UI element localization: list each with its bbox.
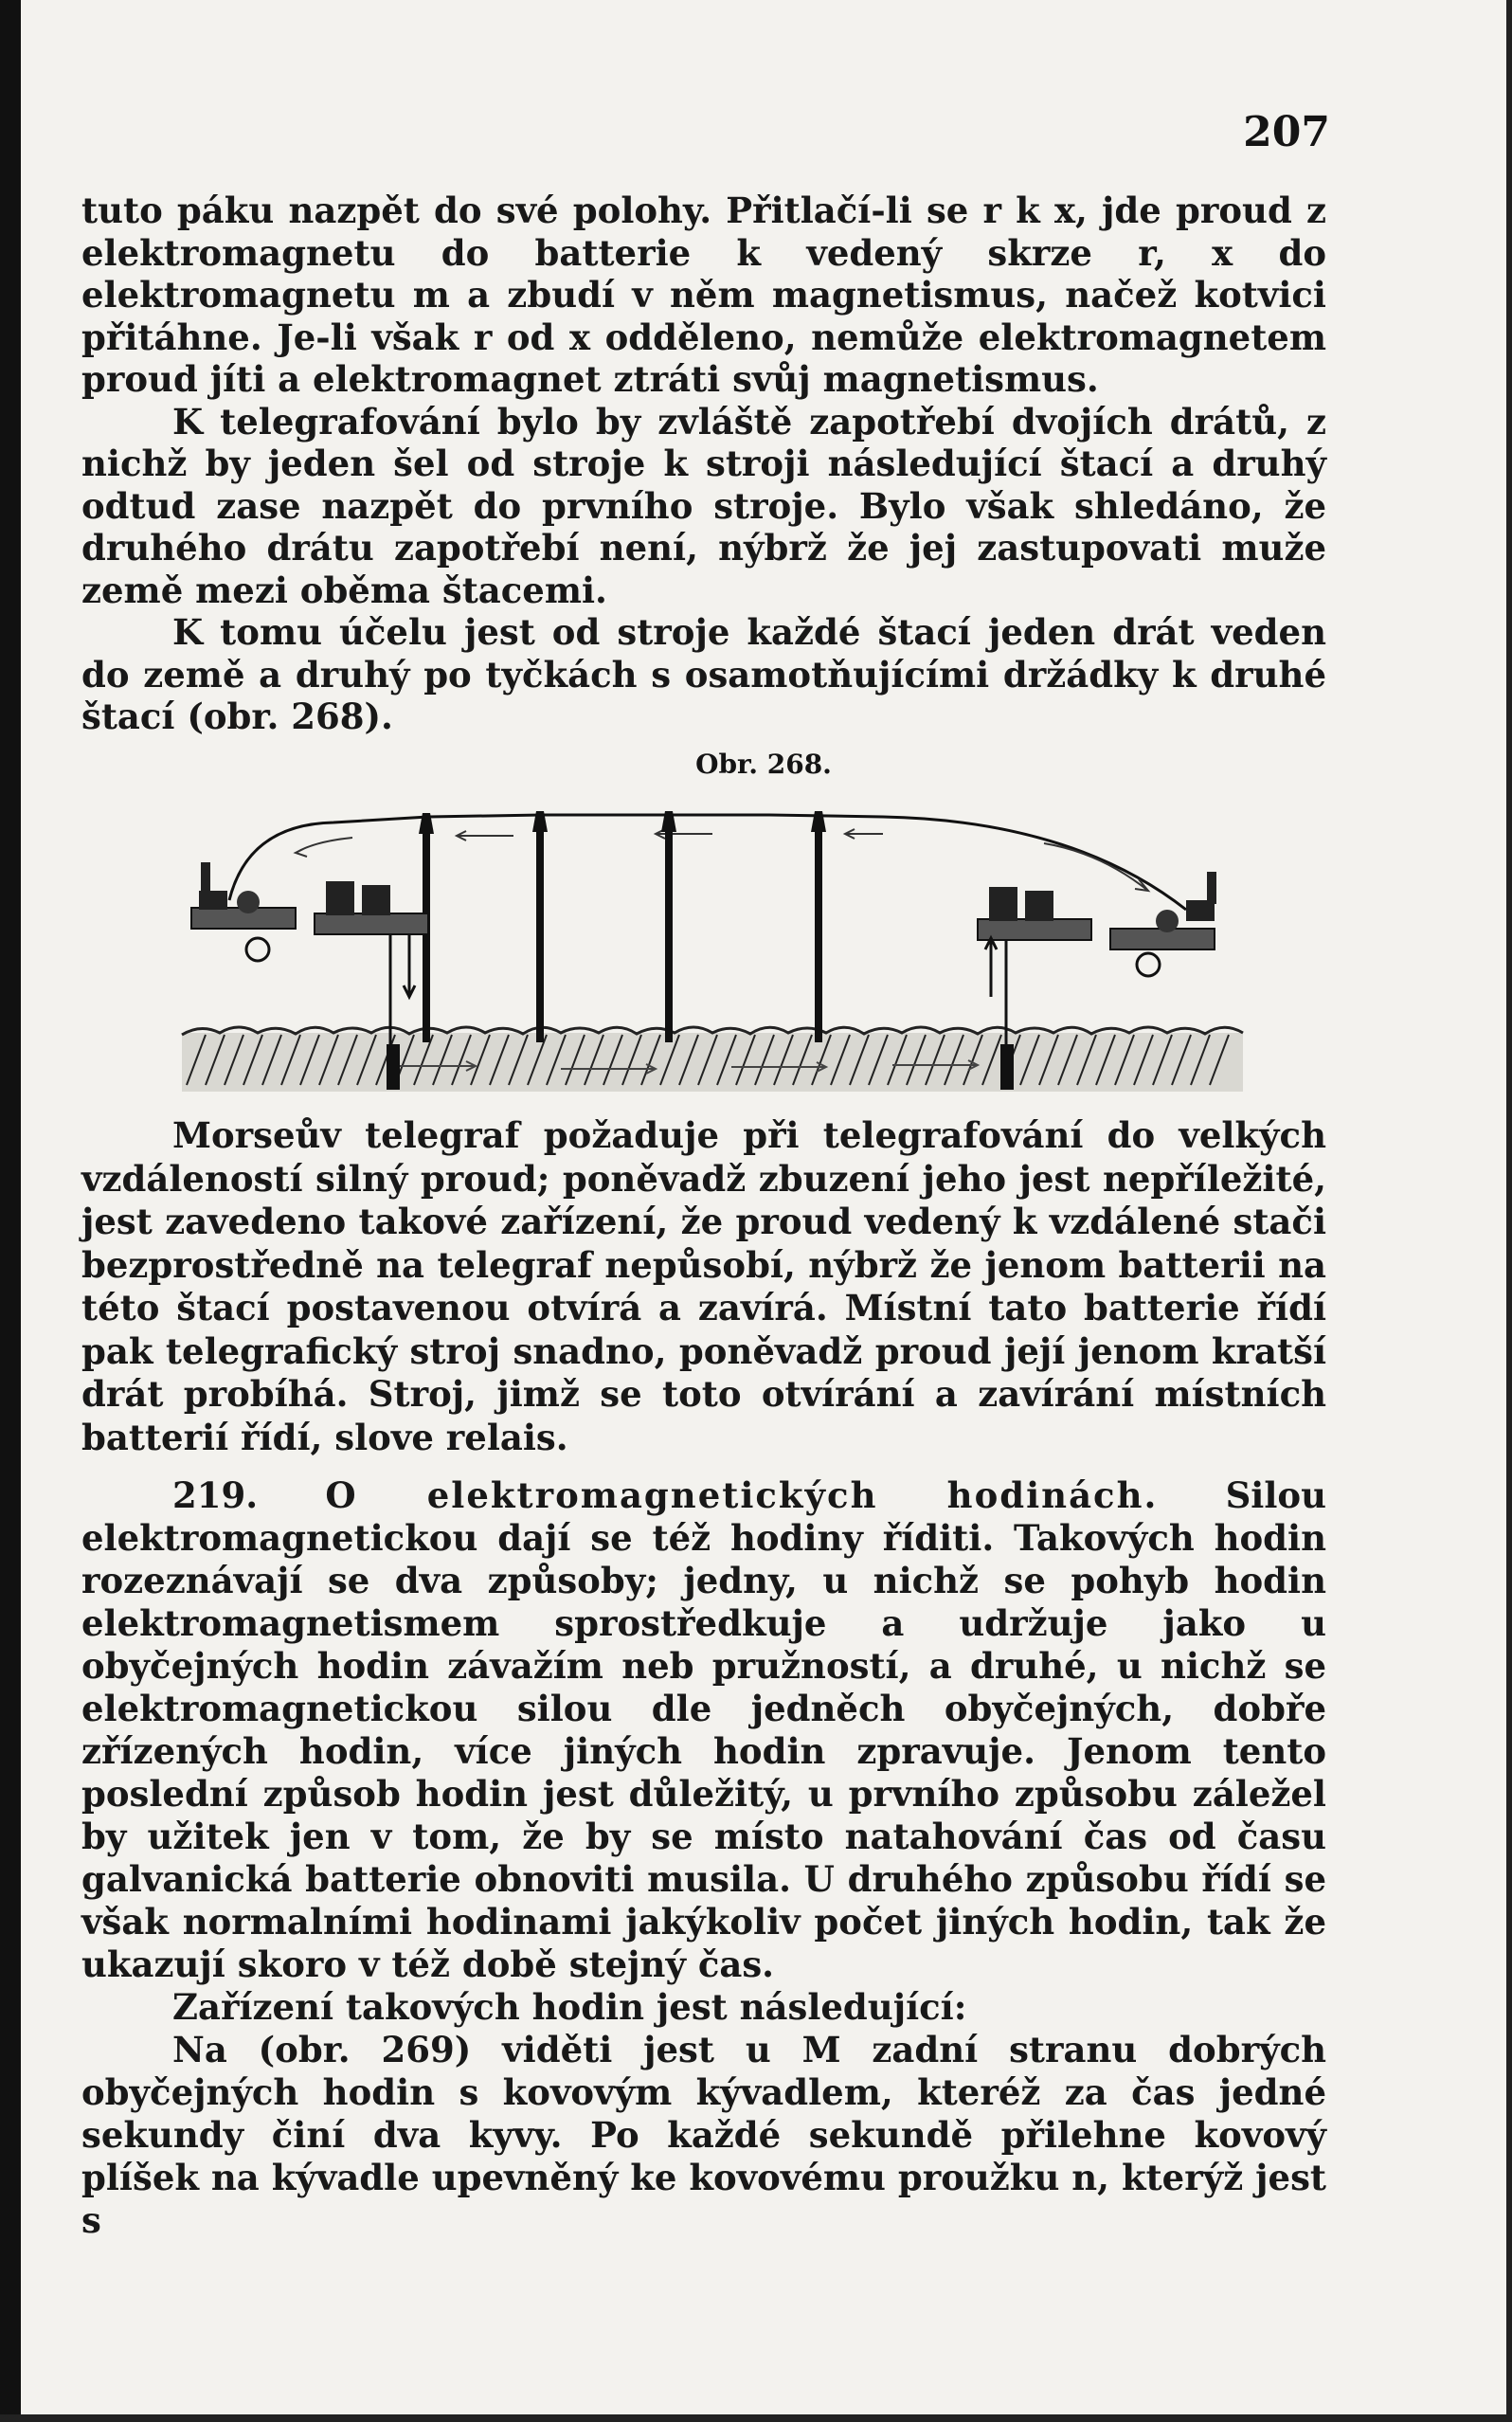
right-key-lever [1207,872,1216,904]
paragraph-two-wires: K telegrafování bylo by zvláště zapotřebí dvojích drátů, z nichž by jeden šel od stroje k stroji následující štací a druhý odtud zase nazpět do prvního stroje. Bylo však shledáno, že druhého drátu zapotřebí není, nýbrž že jej zastupovati muže země mezi oběma štacemi. [81,400,1326,611]
paragraph-ground-wire: K tomu účelu jest od stroje každé štací jeden drát veden do země a druhý po tyčkách s osamotňujícími držádky k druhé štací (obr. 268). [81,611,1326,737]
right-wheel [1156,910,1179,932]
ground [182,1033,1243,1092]
paragraph-lever: tuto páku nazpět do své polohy. Přitlačí-li se r k x, jde proud z elektromagnetu do batterie k vedený skrze r, x do elektromagnetu m a zbudí v něm magnetismus, načež kotvici přitáhne. Je-li však r od x odděleno, nemůže elektromagnetem proud jíti a elektromagnet ztráti svůj magnetismus. [81,190,1326,400]
section-title: O elektromagnetických hodinách. [325,1474,1159,1516]
text-block-section-219 [81,1474,1326,2242]
pole-4 [815,822,822,1042]
text-block-relay [81,1114,1326,1459]
left-down-wire [404,934,415,997]
text-block-top [81,190,1326,738]
telegraph-line-drawing [163,796,1262,1109]
left-magnet-2 [362,885,390,915]
left-station [191,862,428,1047]
left-key-lever [201,862,210,895]
section-intro: Zařízení takových hodin jest následující: [172,1986,967,2028]
left-wheel [237,891,260,913]
ground-plate-right [1000,1044,1014,1090]
page-number: 207 [1243,108,1330,156]
left-coil-wheel [246,938,269,961]
right-battery-base [978,919,1091,940]
right-station [978,872,1216,1047]
section-219-paragraph [81,1474,1326,1986]
left-battery-base [315,913,428,934]
pole-3 [665,822,673,1042]
page-right-edge [1506,0,1512,2422]
book-spine-shadow [0,0,21,2422]
right-magnet-2 [1025,891,1053,921]
figure-telegraph-illustration [163,796,1262,1109]
section-number: 219. [172,1474,259,1516]
right-coil-wheel [1137,953,1160,976]
telegraph-poles [423,822,822,1042]
section-last-paragraph: Na (obr. 269) viděti jest u M zadní stranu dobrých obyčejných hodin s kovovým kývadlem, kteréž za čas jedné sekundy činí dva kyvy. Po každé sekundě přilehne kovový plíšek na kývadle upevněný ke kovovému proužku n, kterýž jest s [81,2029,1326,2241]
book-page [21,0,1506,2414]
page-bottom-edge [0,2414,1512,2422]
paragraph-relay: Morseův telegraf požaduje při telegrafování do velkých vzdáleností silný proud; poněvadž zbuzení jeho jest nepříležité, jest zavedeno takové zařízení, že proud vedený k vzdálené stači bezprostředně na telegraf nepůsobí, nýbrž že jenom batterii na této štací postavenou otvírá a zavírá. Místní tato batterie řídí pak telegrafický stroj snadno, poněvadž proud její jenom kratší drát probíhá. Stroj, jimž se toto otvírání a zavírání místních batterií řídí, slove relais. [81,1114,1326,1458]
left-magnet-1 [326,881,354,915]
right-telegraph-base [1110,929,1215,949]
right-magnet-1 [989,887,1017,921]
figure-caption: Obr. 268. [695,749,832,780]
section-text: Silou elektromagnetickou dají se též hodiny říditi. Takových hodin rozeznávají se dva způsoby; jedny, u nichž se pohyb hodin elektromagnetismem sprostředkuje a udržuje jako u obyčejných hodin závažím neb pružností, a druhé, u nichž se elektromagnetickou silou dle jedněch obyčejných, dobře zřízených hodin, více jiných hodin zpravuje. Jenom tento poslední způsob hodin jest důležitý, u prvního způsobu záležel by užitek jen v tom, že by se místo natahování čas od času galvanická batterie obnoviti musila. U druhého způsobu řídí se však normalními hodinami jakýkoliv počet jiných hodin, tak že ukazují skoro v též době stejný čas. [81,1474,1326,1985]
pole-2 [536,822,544,1042]
right-up-wire [985,938,997,997]
ground-plate-left [387,1044,400,1090]
